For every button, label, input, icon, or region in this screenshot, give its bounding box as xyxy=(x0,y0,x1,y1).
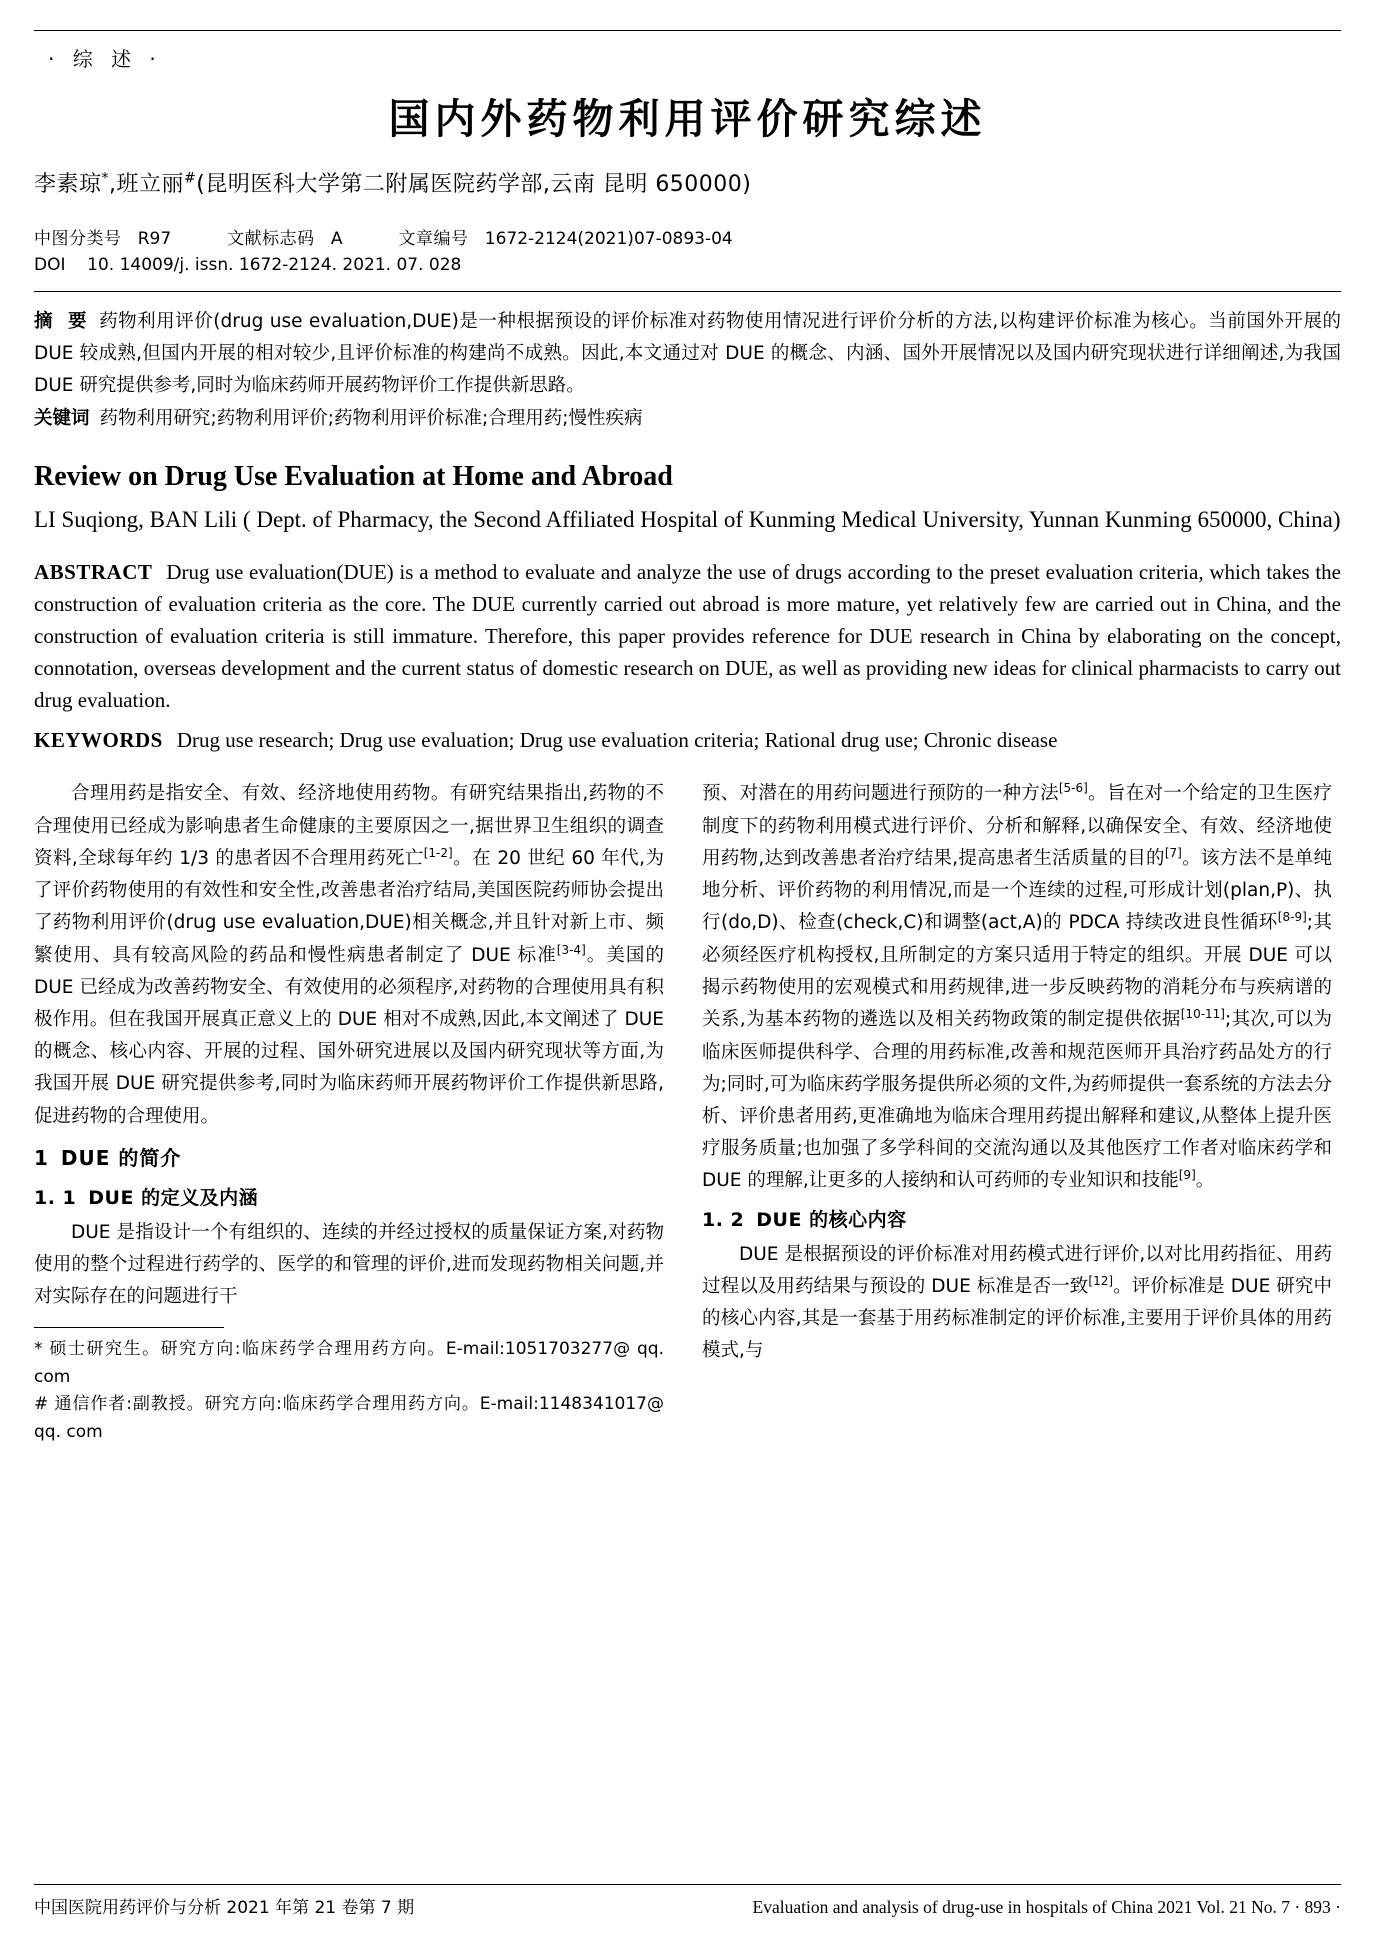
abstract-cn-label: 摘 要 xyxy=(34,311,92,332)
author-1-marker: * xyxy=(101,170,110,187)
citation-ref: [10-11] xyxy=(1180,1007,1225,1022)
paragraph: DUE 是指设计一个有组织的、连续的并经过授权的质量保证方案,对药物使用的整个过程进行药学的、医学的和管理的评价,进而发现药物相关问题,并对实际存在的问题进行干 xyxy=(34,1221,664,1307)
citation-ref: [8-9] xyxy=(1277,910,1307,925)
citation-ref: [5-6] xyxy=(1058,781,1088,796)
para-text: ;其次,可以为临床医师提供科学、合理的用药标准,改善和规范医师开具治疗药品处方的行为;同时,可为临床药学服务提供所必须的文件,为药师提供一套系统的方法去分析、评价患者用药,更准确地为临床合理用药提出解释和建议,从整体上提升医疗服务质量;也加强了多学科间的交流沟通以及其他医疗工作者对临床药学和 DUE 的理解,让更多的人接纳和认可药师的专业知识和技能 xyxy=(702,1009,1332,1192)
page-title: 国内外药物利用评价研究综述 xyxy=(388,95,987,143)
para-text: 。美国的 DUE 已经成为改善药物安全、有效使用的必须程序,对药物的合理使用具有积极作用。但在我国开展真正意义上的 DUE 相对不成熟,因此,本文阐述了 DUE 的概念、核心内容、开展的过程、国外研究进展以及国内研究现状等方面,为我国开展 DUE 研究提供参考,同时为临床药师开展药物评价工作提供新思路,促进药物的合理使用。 xyxy=(34,944,664,1127)
heading-number: 1. 2 xyxy=(702,1208,745,1231)
doi-value: 10. 14009/j. issn. 1672-2124. 2021. 07. 028 xyxy=(87,255,462,275)
heading-text: DUE 的定义及内涵 xyxy=(88,1186,259,1209)
para-text: DUE 是根据预设的评价标准对用药模式进行评价,以对比用药指征、用药过程以及用药结果与预设的 DUE 标准是否一致 xyxy=(702,1243,1332,1298)
abstract-en-text: Drug use evaluation(DUE) is a method to evaluate and analyze the use of drugs according to the preset evaluation criteria, which takes the construction of evaluation criteria as the core. The DUE currently carried out abroad is more mature, yet relatively few are carried out in China, and the construction of evaluation criteria is still immature. Therefore, this paper provides reference for DUE research in China by elaborating on the concept, connotation, overseas development and the current status of domestic research on DUE, as well as providing new ideas for clinical pharmacists to carry out drug evaluation. xyxy=(34,560,1341,712)
para-text: 。在 20 世纪 60 年代,为了评价药物使用的有效性和安全性,改善患者治疗结局,美国医院药师协会提出了药物利用评价(drug use evaluation,DUE)相关概念,并且针对新上市、频繁使用、具有较高风险的药品和慢性病患者制定了 DUE 标准 xyxy=(34,847,664,966)
paragraph xyxy=(34,778,664,1132)
clc-label: 中图分类号 xyxy=(34,229,122,249)
footnote-item: # 通信作者:副教授。研究方向:临床药学合理用药方向。E-mail:1148341017@ qq. com xyxy=(34,1394,664,1442)
paragraph xyxy=(702,778,1332,1197)
footnote-separator xyxy=(34,1327,224,1328)
heading-number: 1. 1 xyxy=(34,1186,77,1209)
footnotes xyxy=(34,1336,664,1446)
author-name-1: 李素琼 xyxy=(34,172,102,197)
para-text: 合理用药是指安全、有效、经济地使用药物。有研究结果指出,药物的不合理使用已经成为影响患者生命健康的主要原因之一,据世界卫生组织的调查资料,全球每年约 1/3 的患者因不合理用药死亡 xyxy=(34,783,664,869)
affiliation-cn: (昆明医科大学第二附属医院药学部,云南 昆明 650000) xyxy=(196,172,752,197)
top-rule xyxy=(34,30,1341,31)
authors-separator: ,班立丽 xyxy=(109,172,185,197)
citation-ref: [12] xyxy=(1088,1273,1114,1288)
footnote-item: * 硕士研究生。研究方向:临床药学合理用药方向。E-mail:1051703277@ qq. com xyxy=(34,1339,664,1387)
footer-journal-en: Evaluation and analysis of drug-use in hospitals of China 2021 Vol. 21 No. 7 · 893 · xyxy=(752,1897,1341,1917)
doi-row xyxy=(34,255,1341,275)
keywords-cn xyxy=(34,403,1341,434)
article-number xyxy=(399,224,733,249)
citation-ref: [3-4] xyxy=(556,942,586,957)
para-text: 。该方法不是单纯地分析、评价药物的利用情况,而是一个连续的过程,可形成计划(plan,P)、执行(do,D)、检查(check,C)和调整(act,A)的 PDCA 持续改进良性循环 xyxy=(702,848,1332,934)
citation-ref: [7] xyxy=(1164,845,1182,860)
abstract-en-label: ABSTRACT xyxy=(34,560,153,585)
keywords-en-text: Drug use research; Drug use evaluation; Drug use evaluation criteria; Rational drug use; Chronic disease xyxy=(176,727,1058,752)
author-2-marker: # xyxy=(184,170,197,187)
article-number-value: 1672-2124(2021)07-0893-04 xyxy=(484,229,733,249)
paragraph xyxy=(702,1239,1332,1368)
divider-above-abstract xyxy=(34,291,1341,292)
clc-number xyxy=(34,224,171,249)
section-category: · 综 述 · xyxy=(48,47,162,71)
para-text: 预、对潜在的用药问题进行预防的一种方法 xyxy=(702,783,1059,805)
abstract-en xyxy=(34,557,1341,717)
para-text: 。评价标准是 DUE 研究中的核心内容,其是一套基于用药标准制定的评价标准,主要用于评价具体的用药模式,与 xyxy=(702,1276,1332,1362)
document-code-value: A xyxy=(330,229,343,249)
abstract-cn-text: 药物利用评价(drug use evaluation,DUE)是一种根据预设的评价标准对药物使用情况进行评价分析的方法,以构建评价标准为核心。当前国外开展的 DUE 较成熟,但国内开展的相对较少,且评价标准的构建尚不成熟。因此,本文通过对 DUE 的概念、内涵、国外开展情况以及国内研究现状进行详细阐述,为我国 DUE 研究提供参考,同时为临床药师开展药物评价工作提供新思路。 xyxy=(34,311,1341,396)
heading-text: DUE 的简介 xyxy=(60,1145,182,1170)
metadata-row xyxy=(34,224,1341,249)
para-text: 。 xyxy=(1195,1170,1215,1192)
document-code xyxy=(227,224,342,249)
abstract-cn xyxy=(34,306,1341,401)
article-number-label: 文章编号 xyxy=(398,229,469,249)
keywords-en xyxy=(34,725,1341,757)
page-title-en: Review on Drug Use Evaluation at Home and Abroad xyxy=(34,460,673,492)
authors-cn xyxy=(34,167,1341,198)
heading-text: DUE 的核心内容 xyxy=(756,1208,907,1231)
doi-label: DOI xyxy=(34,255,66,275)
keywords-cn-text: 药物利用研究;药物利用评价;药物利用评价标准;合理用药;慢性疾病 xyxy=(99,408,643,430)
clc-value: R97 xyxy=(137,229,172,249)
para-text: 。旨在对一个给定的卫生医疗制度下的药物利用模式进行评价、分析和解释,以确保安全、有效、经济地使用药物,达到改善患者治疗结果,提高患者生活质量的目的 xyxy=(702,783,1332,870)
footer-journal-cn: 中国医院用药评价与分析 2021 年第 21 卷第 7 期 xyxy=(34,1898,415,1918)
keywords-cn-label: 关键词 xyxy=(34,408,90,430)
heading-1-2-core-content xyxy=(702,1204,1332,1237)
para-text: ;其必须经医疗机构授权,且所制定的方案只适用于特定的组织。开展 DUE 可以揭示药物使用的宏观模式和用药规律,进一步反映药物的消耗分布与疾病谱的关系,为基本药物的遴选以及相关药物政策的制定提供依据 xyxy=(702,912,1332,1031)
heading-number: 1 xyxy=(34,1145,49,1170)
heading-1-due-intro xyxy=(34,1141,664,1176)
citation-ref: [9] xyxy=(1178,1168,1196,1183)
page-footer xyxy=(34,1884,1341,1918)
authors-en: LI Suqiong, BAN Lili ( Dept. of Pharmacy, the Second Affiliated Hospital of Kunming Medical University, Yunnan Kunming 650000, China) xyxy=(34,506,1341,532)
heading-1-1-definition xyxy=(34,1182,664,1215)
body-column-left xyxy=(34,778,664,1446)
body-columns xyxy=(34,778,1341,1446)
keywords-en-label: KEYWORDS xyxy=(34,727,163,752)
body-column-right xyxy=(702,778,1332,1446)
citation-ref: [1-2] xyxy=(423,845,453,860)
document-code-label: 文献标志码 xyxy=(227,229,315,249)
